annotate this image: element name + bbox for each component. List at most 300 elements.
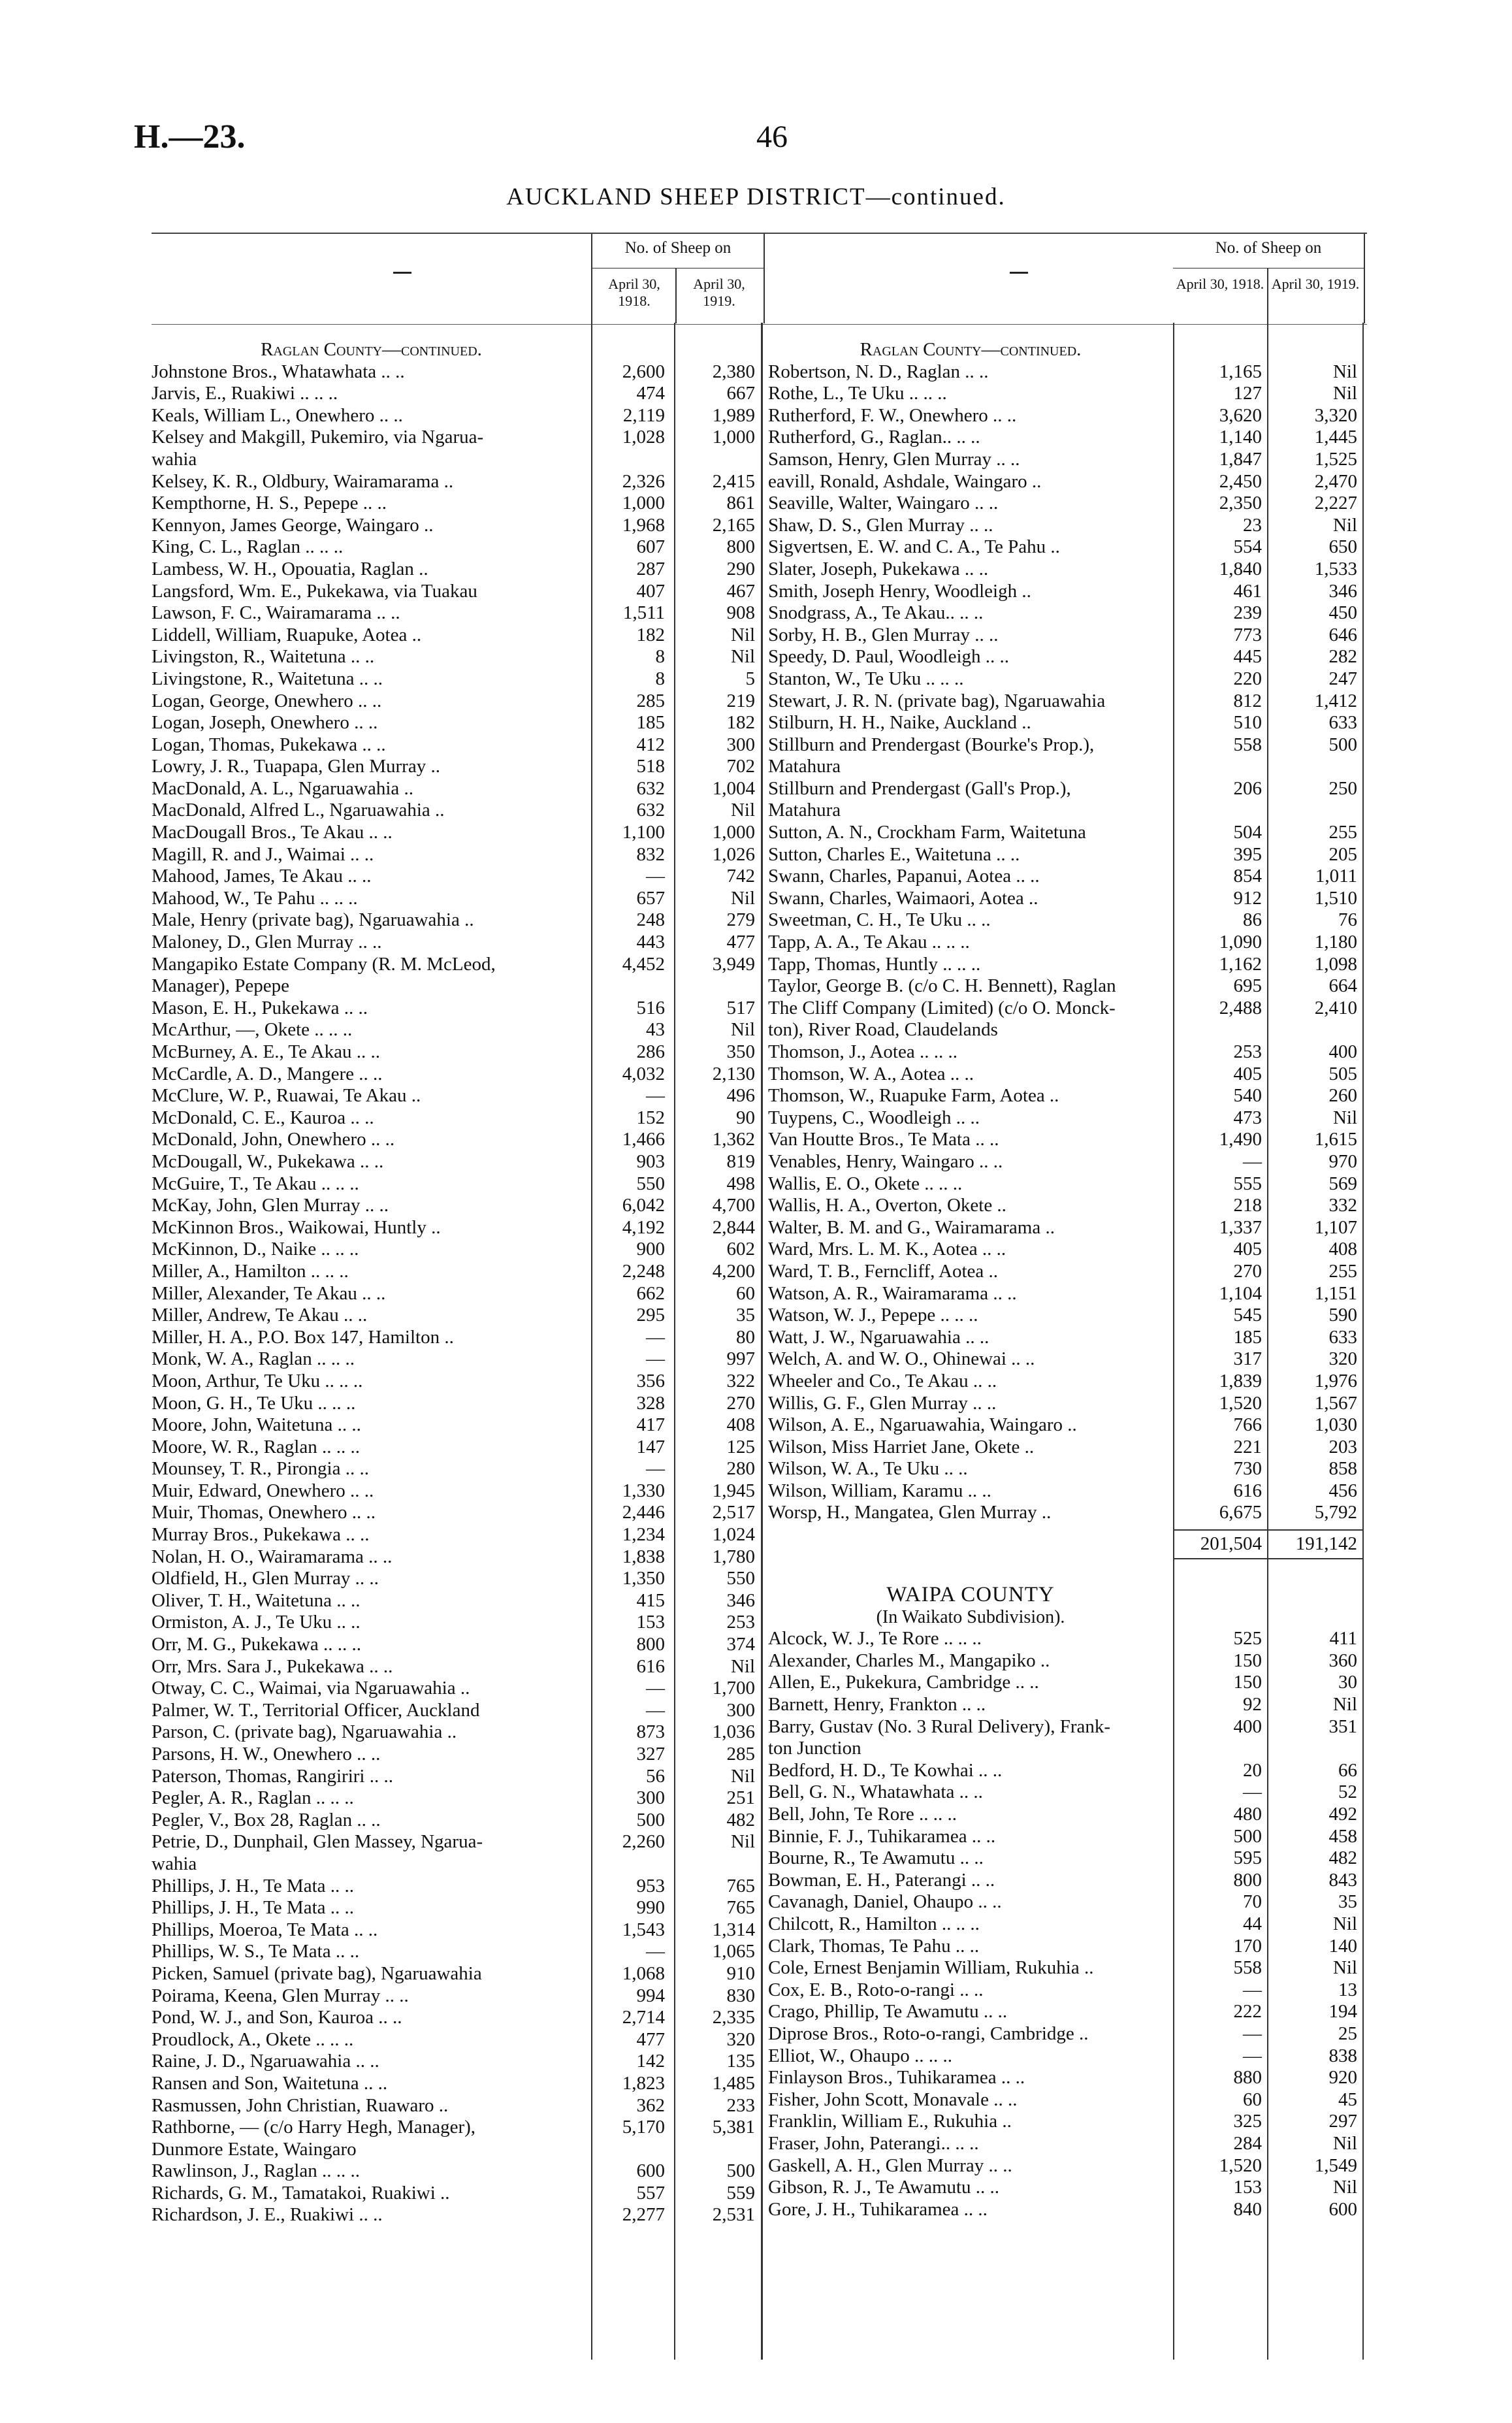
farmer-name: Franklin, William E., Rukuhia .. (768, 2111, 1012, 2132)
sheep-1918: 44 (1243, 1913, 1262, 1934)
farmer-name: Poirama, Keena, Glen Murray .. .. (152, 1985, 409, 2006)
sheep-1918: 2,326 (622, 470, 665, 492)
sheep-1919: 233 (726, 2094, 755, 2116)
farmer-name: Parsons, H. W., Onewhero .. .. (152, 1744, 381, 1764)
farmer-name: Moon, G. H., Te Uku .. .. .. (152, 1392, 356, 1414)
farmer-name: Rothe, L., Te Uku .. .. .. (768, 383, 947, 404)
farmer-name: Mahood, W., Te Pahu .. .. .. (152, 887, 358, 909)
sheep-1918: 218 (1233, 1195, 1262, 1216)
sheep-1919: 66 (1338, 1759, 1357, 1781)
table-row (768, 383, 1367, 405)
farmer-name: MacDonald, Alfred L., Ngaruawahia .. (152, 800, 445, 821)
sheep-1919: 2,470 (1314, 470, 1357, 492)
farmer-name: ton Junction (768, 1738, 861, 1759)
farmer-name: Raine, J. D., Ngaruawahia .. .. (152, 2051, 379, 2072)
sheep-1918: 840 (1233, 2198, 1262, 2220)
sheep-1918: 239 (1233, 602, 1262, 624)
farmer-name: Gaskell, A. H., Glen Murray .. .. (768, 2155, 1012, 2176)
farmer-name: Alcock, W. J., Te Rore .. .. .. (768, 1628, 982, 1650)
sheep-1918: 327 (636, 1744, 665, 1764)
sheep-1918: 600 (636, 2160, 665, 2182)
table-row (768, 1085, 1367, 1107)
farmer-name: Alexander, Charles M., Mangapiko .. (768, 1650, 1050, 1671)
sheep-1918: 325 (1233, 2111, 1262, 2132)
table-row (768, 536, 1367, 559)
sheep-1919: 765 (726, 1897, 755, 1919)
sheep-1918: 43 (646, 1019, 665, 1041)
sheep-1918: 1,162 (1219, 953, 1262, 975)
farmer-name: Muir, Thomas, Onewhero .. .. (152, 1502, 376, 1523)
sheep-1918: — (1243, 1150, 1262, 1172)
farmer-name: Mangapiko Estate Company (R. M. McLeod, (152, 953, 496, 975)
sheep-1919: Nil (730, 800, 755, 821)
farmer-name: McCardle, A. D., Mangere .. .. (152, 1063, 383, 1084)
left-table (152, 233, 765, 2226)
sheep-1918: 253 (1233, 1041, 1262, 1062)
table-row (152, 2117, 765, 2139)
sheep-1918: 412 (636, 734, 665, 755)
table-row (152, 2160, 765, 2183)
table-row (152, 427, 765, 449)
sheep-1919: Nil (1332, 2132, 1357, 2154)
sheep-1919: 320 (726, 2028, 755, 2050)
sheep-1918: 222 (1233, 2001, 1262, 2023)
sheep-1918: 540 (1233, 1085, 1262, 1107)
table-row (768, 2045, 1367, 2068)
farmer-name: Sutton, Charles E., Waitetuna .. .. (768, 843, 1020, 865)
farmer-name: Wilson, W. A., Te Uku .. .. (768, 1458, 968, 1480)
table-row (768, 449, 1367, 471)
table-row (152, 471, 765, 493)
table-row (768, 2111, 1367, 2133)
left-rows (152, 325, 765, 2226)
table-row (152, 1151, 765, 1173)
sheep-1919: 650 (1328, 536, 1357, 558)
farmer-name: Nolan, H. O., Wairamarama .. .. (152, 1546, 393, 1567)
farmer-name: Muir, Edward, Onewhero .. .. (152, 1480, 374, 1501)
table-row (768, 1738, 1367, 1760)
farmer-name: Wallis, H. A., Overton, Okete .. (768, 1195, 1006, 1216)
table-row (768, 1957, 1367, 1979)
table-row (152, 1634, 765, 1656)
sheep-1919: 45 (1338, 2089, 1357, 2110)
farmer-name: Elliot, W., Ohaupo .. .. .. (768, 2045, 952, 2066)
table-row (152, 1700, 765, 1722)
col-1918-header: April 30, 1918. (608, 276, 660, 309)
table-row (152, 1437, 765, 1459)
sheep-1918: 284 (1233, 2132, 1262, 2154)
sheep-1918: 2,600 (622, 361, 665, 382)
table-row (768, 1650, 1367, 1672)
farmer-name: Wheeler and Co., Te Akau .. .. (768, 1370, 997, 1391)
sheep-1918: 2,714 (622, 2007, 665, 2028)
farmer-name: Stilburn, H. H., Naike, Auckland .. (768, 712, 1031, 734)
table-row (152, 1612, 765, 1634)
sheep-1918: 405 (1233, 1063, 1262, 1084)
sheep-1918: 994 (636, 1985, 665, 2006)
sheep-1919: 285 (726, 1744, 755, 1764)
table-row (152, 1831, 765, 1853)
page-title: AUCKLAND SHEEP DISTRICT—continued. (506, 184, 1006, 210)
sheep-1918: — (646, 866, 665, 887)
table-row (768, 471, 1367, 493)
table-row (768, 909, 1367, 932)
farmer-name: Gore, J. H., Tuhikaramea .. .. (768, 2198, 988, 2220)
sheep-1918: 832 (636, 843, 665, 865)
table-row (768, 1936, 1367, 1958)
section-heading: Raglan County—continued. (860, 339, 1082, 360)
farmer-name: Chilcott, R., Hamilton .. .. .. (768, 1913, 980, 1934)
table-row (152, 581, 765, 603)
farmer-name: Orr, Mrs. Sara J., Pukekawa .. .. (152, 1655, 393, 1677)
table-row (152, 844, 765, 866)
table-row (152, 1019, 765, 1041)
sheep-1918: 2,119 (622, 404, 665, 426)
sheep-1919: 2,410 (1314, 997, 1357, 1018)
table-row (768, 1261, 1367, 1283)
sheep-1918: 557 (636, 2182, 665, 2203)
sheep-1918: 480 (1233, 1804, 1262, 1825)
sheep-1919: 830 (726, 1985, 755, 2006)
sheep-1918: 2,350 (1219, 493, 1262, 514)
farmer-name: Rasmussen, John Christian, Ruawaro .. (152, 2094, 449, 2116)
farmer-name: Speedy, D. Paul, Woodleigh .. .. (768, 646, 1009, 668)
table-row (152, 1348, 765, 1371)
table-row (152, 1678, 765, 1700)
sheep-1918: 60 (1243, 2089, 1262, 2110)
farmer-name: Thomson, W. A., Aotea .. .. (768, 1063, 974, 1084)
farmer-name: Gibson, R. J., Te Awamutu .. .. (768, 2177, 1000, 2198)
sheep-1919: Nil (730, 1019, 755, 1041)
table-row (768, 1891, 1367, 1913)
table-row (152, 975, 765, 998)
sheep-1919: 664 (1328, 975, 1357, 997)
farmer-name: MacDougall Bros., Te Akau .. .. (152, 822, 393, 843)
sheep-1919: 2,335 (712, 2007, 755, 2028)
farmer-name: Stillburn and Prendergast (Gall's Prop.), (768, 777, 1071, 799)
farmer-name: Wallis, E. O., Okete .. .. .. (768, 1173, 963, 1194)
table-row (152, 1810, 765, 1832)
sheep-1919: 332 (1328, 1195, 1357, 1216)
table-row (152, 625, 765, 647)
sheep-1918: 4,452 (622, 953, 665, 975)
farmer-name: Watson, A. R., Wairamarama .. .. (768, 1282, 1017, 1304)
farmer-name: McDonald, John, Onewhero .. .. (152, 1129, 395, 1150)
sheep-1919: 4,200 (712, 1260, 755, 1282)
table-row (768, 888, 1367, 910)
sheep-1919: 1,945 (712, 1480, 755, 1501)
sheep-1919: 90 (736, 1107, 755, 1128)
table-row (768, 581, 1367, 603)
farmer-name: Rutherford, G., Raglan.. .. .. (768, 427, 980, 448)
table-row (152, 1985, 765, 2008)
farmer-name: wahia (152, 1853, 197, 1874)
sheep-1918: 286 (636, 1041, 665, 1062)
page-number: 46 (756, 120, 788, 154)
farmer-name: Clark, Thomas, Te Pahu .. .. (768, 1935, 980, 1957)
farmer-name: Miller, Andrew, Te Akau .. .. (152, 1305, 368, 1326)
farmer-name: Maloney, D., Glen Murray .. .. (152, 932, 382, 953)
farmer-name: Miller, Alexander, Te Akau .. .. (152, 1282, 386, 1304)
table-row (768, 1458, 1367, 1480)
sheep-1919: 1,700 (712, 1678, 755, 1699)
farmer-name: Kelsey, K. R., Oldbury, Wairamarama .. (152, 470, 454, 492)
table-row (152, 1787, 765, 1810)
sheep-1918: 4,032 (622, 1063, 665, 1084)
sheep-1919: 2,165 (712, 514, 755, 536)
sheep-1918: 1,520 (1219, 2155, 1262, 2176)
sheep-1919: 1,615 (1314, 1129, 1357, 1150)
sheep-1919: 247 (1328, 668, 1357, 689)
table-row (152, 1897, 765, 1919)
sheep-1919: 498 (726, 1173, 755, 1194)
table-row (152, 668, 765, 691)
sheep-1918: 912 (1233, 887, 1262, 909)
sheep-1918: — (646, 1678, 665, 1699)
sheep-1919: 76 (1338, 909, 1357, 931)
sheep-1919: 260 (1328, 1085, 1357, 1107)
farmer-name: McArthur, —, Okete .. .. .. (152, 1019, 353, 1041)
sheep-1919: 819 (726, 1150, 755, 1172)
sheep-1918: 800 (1233, 1869, 1262, 1891)
table-row (768, 1480, 1367, 1503)
farmer-name: Cox, E. B., Roto-o-rangi .. .. (768, 1979, 984, 2000)
table-row (768, 734, 1367, 756)
name-column-dash (393, 272, 411, 274)
table-row (152, 1963, 765, 1985)
table-row (768, 1064, 1367, 1086)
table-row (152, 1458, 765, 1480)
table-row (152, 559, 765, 581)
farmer-name: Otway, C. C., Waimai, via Ngaruawahia .. (152, 1678, 470, 1699)
farmer-name: Tapp, Thomas, Huntly .. .. .. (768, 953, 981, 975)
table-row (152, 1876, 765, 1898)
sheep-1918: 395 (1233, 843, 1262, 865)
sheep-count-label: No. of Sheep on (1215, 239, 1322, 257)
sheep-1918: 142 (636, 2051, 665, 2072)
sheep-1919: 290 (726, 558, 755, 579)
sheep-1919: 496 (726, 1085, 755, 1107)
sheep-1918: 1,330 (622, 1480, 665, 1501)
table-row (768, 712, 1367, 734)
farmer-name: MacDonald, A. L., Ngaruawahia .. (152, 777, 414, 799)
sheep-1919: 3,320 (1314, 404, 1357, 426)
table-row (768, 427, 1367, 449)
table-row (152, 449, 765, 471)
sheep-1919: Nil (730, 1655, 755, 1677)
sheep-1919: 602 (726, 1239, 755, 1260)
farmer-name: Bedford, H. D., Te Kowhai .. .. (768, 1759, 1003, 1781)
sheep-1918: 153 (1233, 2177, 1262, 2198)
table-row (152, 1941, 765, 1963)
sheep-1918: 295 (636, 1305, 665, 1326)
farmer-name: Samson, Henry, Glen Murray .. .. (768, 448, 1020, 470)
sheep-1918: 2,248 (622, 1260, 665, 1282)
farmer-name: Manager), Pepepe (152, 975, 289, 997)
farmer-name: Watson, W. J., Pepepe .. .. .. (768, 1305, 978, 1326)
table-row (152, 778, 765, 800)
table-row (152, 822, 765, 844)
report-reference: H.—23. (134, 118, 246, 155)
sheep-1919: 253 (726, 1612, 755, 1633)
table-row (152, 1656, 765, 1678)
farmer-name: Ormiston, A. J., Te Uku .. .. (152, 1612, 361, 1633)
sheep-count-header (591, 234, 765, 323)
farmer-name: Willis, G. F., Glen Murray .. .. (768, 1392, 997, 1414)
sheep-1918: 1,350 (622, 1568, 665, 1589)
farmer-name: Paterson, Thomas, Rangiriri .. .. (152, 1765, 393, 1787)
sheep-1918: — (646, 1326, 665, 1348)
sheep-1918: 504 (1233, 822, 1262, 843)
name-column-dash (1010, 272, 1028, 274)
sheep-1919: 633 (1328, 1326, 1357, 1348)
table-row (152, 361, 765, 383)
sheep-1918: 4,192 (622, 1216, 665, 1238)
table-row (152, 1502, 765, 1524)
table-row (768, 2023, 1367, 2045)
sheep-1919: 858 (1328, 1458, 1357, 1480)
sheep-1919: 920 (1328, 2067, 1357, 2089)
farmer-name: Langsford, Wm. E., Pukekawa, via Tuakau (152, 580, 477, 602)
table-row (768, 1672, 1367, 1694)
table-row (152, 1129, 765, 1151)
farmer-name: Thomson, J., Aotea .. .. .. (768, 1041, 957, 1062)
farmer-name: Taylor, George B. (c/o C. H. Bennett), Raglan (768, 975, 1116, 997)
table-row (152, 2073, 765, 2095)
sheep-1918: 300 (636, 1787, 665, 1809)
farmer-name: Mahood, James, Te Akau .. .. (152, 866, 372, 887)
farmer-name: Watt, J. W., Ngaruawahia .. .. (768, 1326, 989, 1348)
table-row (152, 383, 765, 405)
sheep-1919: Nil (1332, 1694, 1357, 1716)
farmer-name: Diprose Bros., Roto-o-rangi, Cambridge .. (768, 2023, 1089, 2044)
sheep-1918: 1,234 (622, 1524, 665, 1546)
sheep-1918: 5,170 (622, 2117, 665, 2138)
farmer-name: Bell, John, Te Rore .. .. .. (768, 1804, 957, 1825)
sheep-1918: 1,490 (1219, 1129, 1262, 1150)
sheep-1919: Nil (730, 1831, 755, 1853)
table-row (152, 1261, 765, 1283)
table-row (152, 712, 765, 734)
table-row (768, 1393, 1367, 1415)
table-row (152, 602, 765, 625)
sheep-1919: Nil (730, 624, 755, 645)
sheep-1919: Nil (1332, 361, 1357, 382)
sheep-1918: 1,968 (622, 514, 665, 536)
sheep-1918: 362 (636, 2094, 665, 2116)
table-row (768, 844, 1367, 866)
table-row (768, 493, 1367, 515)
table-row (152, 1305, 765, 1327)
sheep-1919: 477 (726, 932, 755, 953)
sheep-1918: — (646, 1941, 665, 1962)
sheep-1918: 1,104 (1219, 1282, 1262, 1304)
farmer-name: Moore, John, Waitetuna .. .. (152, 1414, 361, 1436)
sheep-1918: 206 (1233, 777, 1262, 799)
farmer-name: Snodgrass, A., Te Akau.. .. .. (768, 602, 984, 624)
sheep-1919: 910 (726, 1962, 755, 1984)
sheep-1918: — (646, 1458, 665, 1480)
table-row (152, 2095, 765, 2117)
sheep-1919: 1,036 (712, 1721, 755, 1743)
farmer-name: Swann, Charles, Waimaori, Aotea .. (768, 887, 1038, 909)
sheep-1918: 773 (1233, 624, 1262, 645)
table-row (768, 405, 1367, 427)
sheep-1919: 351 (1328, 1716, 1357, 1737)
sheep-1919: 702 (726, 756, 755, 777)
farmer-name: Slater, Joseph, Pukekawa .. .. (768, 558, 989, 579)
sheep-1918: — (1243, 2045, 1262, 2066)
farmer-name: Van Houtte Bros., Te Mata .. .. (768, 1129, 999, 1150)
sheep-1919: 346 (1328, 580, 1357, 602)
sheep-1919: 135 (726, 2051, 755, 2072)
sheep-1918: 800 (636, 1634, 665, 1655)
farmer-name: Smith, Joseph Henry, Woodleigh .. (768, 580, 1031, 602)
farmer-name: Richardson, J. E., Ruakiwi .. .. (152, 2204, 383, 2226)
farmer-name: Johnstone Bros., Whatawhata .. .. (152, 361, 405, 382)
sheep-1918: — (1243, 2023, 1262, 2044)
sheep-1919: Nil (730, 1765, 755, 1787)
farmer-name: Stillburn and Prendergast (Bourke's Prop.), (768, 734, 1095, 755)
farmer-name: Miller, A., Hamilton .. .. .. (152, 1260, 349, 1282)
farmer-name: Orr, M. G., Pukekawa .. .. .. (152, 1634, 362, 1655)
sheep-1918: 86 (1243, 909, 1262, 931)
farmer-name: Phillips, J. H., Te Mata .. .. (152, 1897, 354, 1919)
sheep-1919: Nil (1332, 1913, 1357, 1934)
table-row (768, 1694, 1367, 1716)
farmer-name: Kennyon, James George, Waingaro .. (152, 514, 434, 536)
table-row (152, 734, 765, 756)
farmer-name: Ransen and Son, Waitetuna .. .. (152, 2072, 388, 2094)
sheep-1919: 219 (726, 690, 755, 711)
sheep-1919: 742 (726, 866, 755, 887)
sheep-1918: — (646, 1348, 665, 1370)
farmer-name: eavill, Ronald, Ashdale, Waingaro .. (768, 470, 1042, 492)
sheep-1919: 2,380 (712, 361, 755, 382)
sheep-1918: 20 (1243, 1759, 1262, 1781)
sheep-1919: 1,780 (712, 1546, 755, 1567)
farmer-name: Tapp, A. A., Te Akau .. .. .. (768, 932, 970, 953)
table-row (152, 493, 765, 515)
table-row (152, 909, 765, 932)
sheep-1918: 953 (636, 1875, 665, 1896)
table-row (152, 866, 765, 888)
sheep-1918: — (646, 1085, 665, 1107)
sheep-1919: Nil (730, 887, 755, 909)
sheep-1918: 518 (636, 756, 665, 777)
sheep-1918: 445 (1233, 646, 1262, 668)
farmer-name: Thomson, W., Ruapuke Farm, Aotea .. (768, 1085, 1059, 1107)
sheep-1918: 1,337 (1219, 1216, 1262, 1238)
table-row (768, 822, 1367, 844)
sheep-1919: 2,517 (712, 1502, 755, 1523)
sheep-1919: 5 (745, 668, 755, 689)
sheep-1919: 970 (1328, 1150, 1357, 1172)
sheep-1918: 443 (636, 932, 665, 953)
right-table-header (762, 233, 1367, 325)
sheep-1919: 346 (726, 1589, 755, 1611)
farmer-name: Male, Henry (private bag), Ngaruawahia .. (152, 909, 474, 931)
farmer-name: McGuire, T., Te Akau .. .. .. (152, 1173, 359, 1194)
sheep-1919: 1,525 (1314, 448, 1357, 470)
farmer-name: Petrie, D., Dunphail, Glen Massey, Ngarua- (152, 1831, 483, 1853)
sheep-1918: 285 (636, 690, 665, 711)
table-row (768, 2199, 1367, 2221)
sheep-1919: 1,011 (1315, 866, 1357, 887)
sheep-1919: 3,949 (712, 953, 755, 975)
sheep-1919: 800 (726, 536, 755, 558)
sheep-1919: 997 (726, 1348, 755, 1370)
